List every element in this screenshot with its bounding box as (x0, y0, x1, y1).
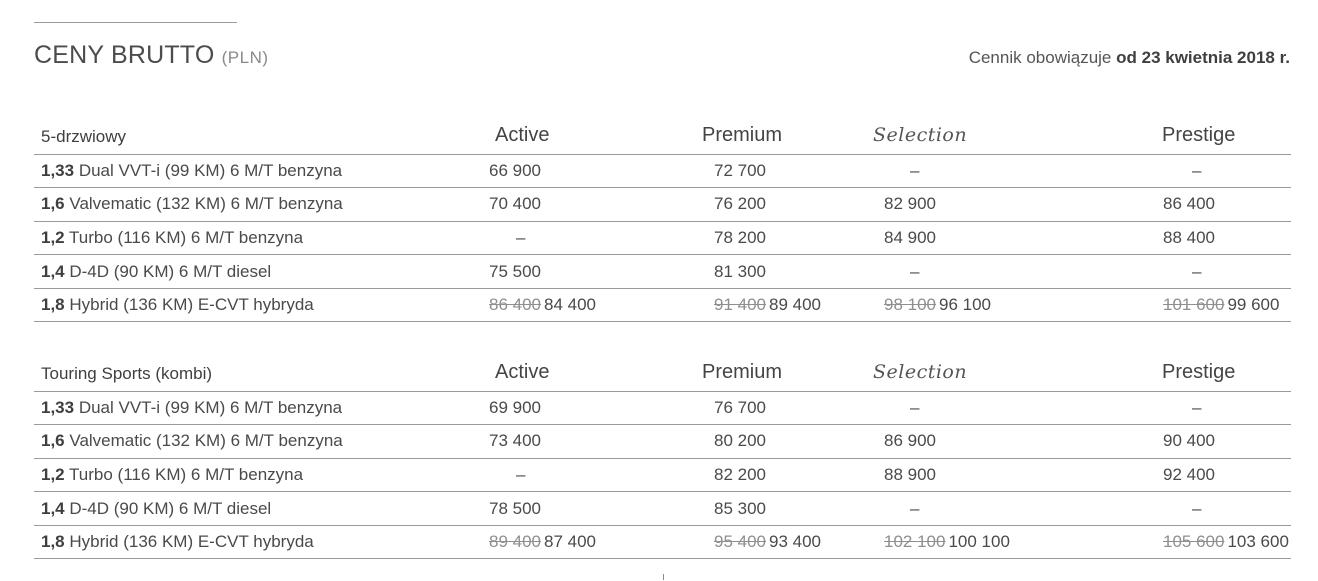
current-price: – (910, 160, 920, 180)
engine-capacity: 1,4 (41, 498, 65, 518)
engine-description: Dual VVT-i (99 KM) 6 M/T benzyna (74, 160, 343, 180)
price-cell (394, 458, 649, 492)
table-row (34, 525, 1291, 559)
current-price: 84 400 (544, 295, 596, 315)
current-price: – (516, 227, 526, 247)
table-header-row (34, 114, 1291, 154)
table-row (34, 221, 1291, 255)
current-price: 66 900 (489, 160, 541, 180)
engine-cell (34, 154, 394, 188)
current-price: 82 200 (714, 464, 766, 484)
engine-cell (34, 458, 394, 492)
table-row (34, 425, 1291, 459)
price-cell (1084, 288, 1291, 322)
current-price: 82 900 (884, 194, 936, 214)
engine-capacity: 1,6 (41, 194, 65, 214)
price-cell (1084, 188, 1291, 222)
table-header-row (34, 351, 1291, 391)
price-cell (1084, 458, 1291, 492)
current-price: 86 900 (884, 431, 936, 451)
engine-cell (34, 255, 394, 289)
price-cell (814, 288, 1084, 322)
current-price: – (1192, 160, 1202, 180)
price-cell (1084, 492, 1291, 526)
price-cell (1084, 425, 1291, 459)
old-price: 105 600 (1163, 532, 1225, 552)
engine-capacity: 1,2 (41, 227, 65, 247)
engine-cell (34, 492, 394, 526)
current-price: 89 400 (769, 295, 821, 315)
current-price: – (910, 261, 920, 281)
current-price: 96 100 (939, 295, 991, 315)
current-price: 93 400 (769, 532, 821, 552)
engine-cell (34, 221, 394, 255)
price-cell (814, 391, 1084, 425)
current-price: 78 500 (489, 498, 541, 518)
old-price: 101 600 (1163, 295, 1225, 315)
engine-cell (34, 288, 394, 322)
table-row (34, 188, 1291, 222)
engine-capacity: 1,8 (41, 532, 65, 552)
price-cell (814, 154, 1084, 188)
current-price: 81 300 (714, 261, 766, 281)
trim-header-active: Active (394, 114, 649, 154)
current-price: 88 400 (1163, 227, 1215, 247)
current-price: 86 400 (1163, 194, 1215, 214)
price-cell (394, 288, 649, 322)
table-row (34, 154, 1291, 188)
price-cell (649, 525, 821, 559)
engine-capacity: 1,8 (41, 295, 65, 315)
current-price: 72 700 (714, 160, 766, 180)
price-cell (394, 154, 649, 188)
price-cell (394, 425, 649, 459)
segment-label: 5-drzwiowy (34, 114, 394, 154)
engine-cell (34, 525, 394, 559)
price-cell (394, 525, 649, 559)
engine-description: Hybrid (136 KM) E-CVT hybryda (64, 295, 314, 315)
price-cell (394, 255, 649, 289)
engine-cell (34, 425, 394, 459)
current-price: 103 600 (1227, 532, 1289, 552)
current-price: 76 200 (714, 194, 766, 214)
current-price: – (1192, 498, 1202, 518)
top-rule (34, 22, 237, 23)
price-cell (814, 425, 1084, 459)
engine-capacity: 1,6 (41, 431, 65, 451)
engine-capacity: 1,4 (41, 261, 65, 281)
engine-description: Hybrid (136 KM) E-CVT hybryda (64, 532, 314, 552)
selection-script-logo: Selection (873, 360, 968, 383)
trim-header-selection (814, 114, 1084, 154)
segment-label: Touring Sports (kombi) (34, 351, 394, 391)
current-price: 90 400 (1163, 431, 1215, 451)
currency-unit: (PLN) (221, 48, 269, 67)
old-price: 86 400 (489, 295, 541, 315)
price-cell (649, 391, 814, 425)
price-cell (814, 492, 1084, 526)
engine-description: Valvematic (132 KM) 6 M/T benzyna (64, 194, 343, 214)
current-price: 99 600 (1227, 295, 1280, 315)
engine-description: Turbo (116 KM) 6 M/T benzyna (64, 464, 304, 484)
price-cell (649, 425, 814, 459)
price-cell (649, 288, 821, 322)
current-price: 70 400 (489, 194, 541, 214)
engine-description: D-4D (90 KM) 6 M/T diesel (64, 498, 272, 518)
validity-prefix: Cennik obowiązuje (968, 48, 1112, 67)
price-cell (649, 221, 814, 255)
table-row (34, 288, 1291, 322)
price-cell (1084, 255, 1291, 289)
table-row (34, 458, 1291, 492)
current-price: – (910, 397, 920, 417)
engine-capacity: 1,2 (41, 464, 65, 484)
table-row (34, 492, 1291, 526)
old-price: 98 100 (884, 295, 936, 315)
price-rows (34, 154, 1291, 322)
current-price: 69 900 (489, 397, 541, 417)
page-title-text: CENY BRUTTO (34, 41, 215, 69)
price-cell (394, 221, 649, 255)
price-cell (814, 525, 1084, 559)
trim-header-premium: Premium (649, 351, 814, 391)
engine-description: Turbo (116 KM) 6 M/T benzyna (64, 227, 304, 247)
engine-capacity: 1,33 (41, 397, 75, 417)
old-price: 89 400 (489, 532, 541, 552)
engine-cell (34, 188, 394, 222)
current-price: 100 100 (948, 532, 1010, 552)
price-cell (1084, 154, 1291, 188)
current-price: 87 400 (544, 532, 596, 552)
current-price: 73 400 (489, 431, 541, 451)
price-cell (1084, 525, 1291, 559)
price-cell (814, 255, 1084, 289)
old-price: 91 400 (714, 295, 766, 315)
current-price: – (516, 464, 526, 484)
table-row (34, 391, 1291, 425)
current-price: 88 900 (884, 464, 936, 484)
page-title (34, 41, 269, 70)
trim-header-prestige: Prestige (1084, 114, 1291, 154)
price-cell (649, 458, 814, 492)
old-price: 95 400 (714, 532, 766, 552)
selection-script-logo: Selection (873, 123, 968, 146)
current-price: 75 500 (489, 261, 541, 281)
table-row (34, 255, 1291, 289)
trim-header-premium: Premium (649, 114, 814, 154)
price-cell (649, 188, 814, 222)
current-price: – (910, 498, 920, 518)
price-cell (394, 391, 649, 425)
price-cell (1084, 391, 1291, 425)
current-price: 85 300 (714, 498, 766, 518)
price-cell (814, 458, 1084, 492)
validity-date: od 23 kwietnia 2018 r. (1116, 48, 1290, 67)
current-price: 80 200 (714, 431, 766, 451)
price-cell (649, 255, 814, 289)
price-rows (34, 391, 1291, 559)
engine-cell (34, 391, 394, 425)
old-price: 102 100 (884, 532, 946, 552)
current-price: 76 700 (714, 397, 766, 417)
current-price: 78 200 (714, 227, 766, 247)
page-marker (663, 574, 664, 580)
current-price: 84 900 (884, 227, 936, 247)
price-cell (394, 492, 649, 526)
price-cell (649, 492, 814, 526)
price-cell (814, 221, 1084, 255)
engine-description: D-4D (90 KM) 6 M/T diesel (64, 261, 272, 281)
current-price: – (1192, 261, 1202, 281)
price-cell (814, 188, 1084, 222)
price-table-5-door (34, 114, 1291, 322)
trim-header-active: Active (394, 351, 649, 391)
price-table-touring-sports (34, 351, 1291, 559)
engine-description: Valvematic (132 KM) 6 M/T benzyna (64, 431, 343, 451)
price-cell (1084, 221, 1291, 255)
engine-capacity: 1,33 (41, 160, 75, 180)
current-price: 92 400 (1163, 464, 1215, 484)
price-cell (394, 188, 649, 222)
trim-header-prestige: Prestige (1084, 351, 1291, 391)
trim-header-selection (814, 351, 1084, 391)
engine-description: Dual VVT-i (99 KM) 6 M/T benzyna (74, 397, 343, 417)
price-cell (649, 154, 814, 188)
validity-note (969, 48, 1290, 68)
current-price: – (1192, 397, 1202, 417)
